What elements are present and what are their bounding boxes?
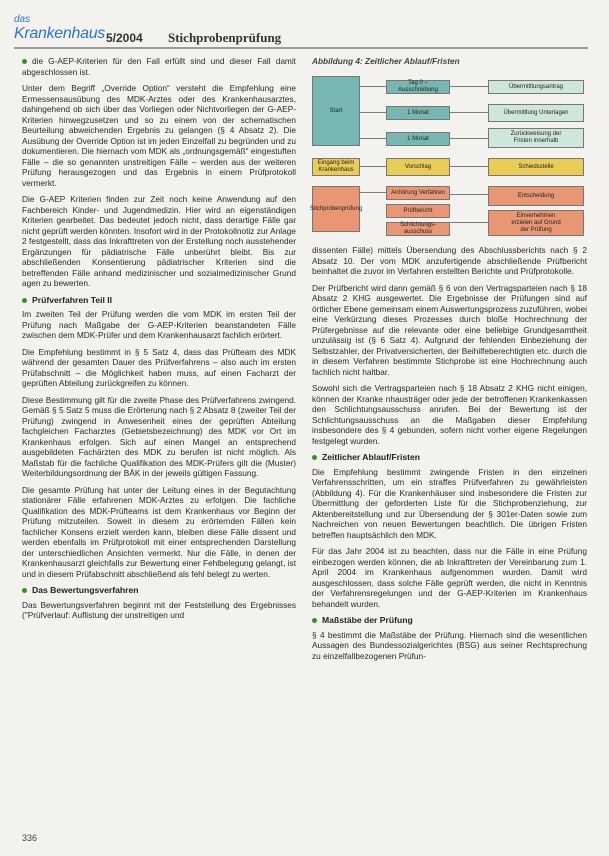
left-paragraph-6: Diese Bestimmung gilt für die zweite Phase des Prüfverfahrens zwingend. Gemäß § 5 Satz 5 muss die Erörterung nach § 2 Absatz 8 (zweiter Teil der Prüfung) zwingend in Anwesenheit eines der geprüften Abteilung fachgleichen Facharztes (Gebietsbezeichnung) des MDK vor Ort im Krankenhaus erfolgen. Sich auf einen Mangel an entsprechend ausgebildeten Fachärzten des MDK zu berufen ist nicht möglich. Als Maßstab für die fachliche Qualifikation des MDK-Prüfers gilt die (Muster) Weiterbildungsordnung der BÄK in der jeweils gültigen Fassung.	[22, 394, 296, 478]
figure-box: Eingang beim Krankenhaus	[312, 158, 360, 176]
figure-arrow	[450, 112, 488, 113]
right-paragraph-1: dissenten Fälle) mittels Übersendung des Abschlussberichts nach § 2 Absatz 10. Der vom MDK anzufertigende abschließende Prüfbericht beinhaltet die zuvor im Verfahren erstellten Berichte und Prüfprotokolle.	[312, 245, 587, 276]
left-paragraph-7: Die gesamte Prüfung hat unter der Leitung eines in der Begutachtung stationärer Fälle erfahrenen MDK-Arztes zu erfolgen. Die fachliche Qualifikation des MDK-Prüfteams ist dem Krankenhaus vor Beginn der Prüfung mitzuteilen. Soweit in diesem zu erörternden Fällen kein fachlicher Konsens erzielt werden kann, bleiben diese Fälle dissent und werden ebenfalls im Prüfprotokoll mit einer entsprechenden Darstellung der unterschiedlichen Ansichten vermerkt. Nur die Fälle, in denen der Krankenhausarzt gleichfalls zur Bewertung einer Fehlbelegung gelangt, ist und in diesem Prüfabschnitt abschließend als fehl belegt zu werten.	[22, 484, 296, 579]
right-paragraph-4: Die Empfehlung bestimmt zwingende Fristen in den einzelnen Verfahrensschritten, um ein straffes Prüfverfahren zu gewährleisten (Abbildung 4). Für die Krankenhäuser sind insbesondere die Fristen zur Übermittlung der geforderten Liste für die Stichprobenziehung, zur Aktenbereitstellung und zur Übersendung der § 301er-Daten sowie zum Nachreichen von neuen Bewertungen beachtlich. Die übrigen Fristen betreffen hauptsächlich den MDK.	[312, 466, 587, 540]
figure-box: Tag 0 – Ausschreibung	[386, 80, 450, 94]
figure-arrow	[360, 86, 386, 87]
left-paragraph-5: Die Empfehlung bestimmt in § 5 Satz 4, dass das Prüfteam des MDK während der gesamten Dauer des Prüfverfahrens – also auch im ersten Prüfabschnitt – die Möglichkeit haben muss, auf einen Facharzt der geprüften Abteilung zurückgreifen zu können.	[22, 346, 296, 388]
figure-arrow	[360, 112, 386, 113]
right-column	[312, 245, 587, 667]
figure-arrow	[450, 138, 488, 139]
figure-box: Übermittlung Unterlagen	[488, 104, 584, 122]
right-paragraph-3: Sowohl sich die Vertragsparteien nach § 18 Absatz 2 KHG nicht einigen, können der Kranke nhausträger oder jede der betroffenen Krankenkassen den Schlichtungsausschuss anrufen. Bei der Bewertung ist der Schlichtungsausschuss an die Maßgaben dieser Empfehlung insbesondere des § 4 gebunden, sofern nicht vorher eigene Regelungen festgelegt wurden.	[312, 383, 587, 446]
section-title: Stichprobenprüfung	[168, 30, 282, 45]
right-paragraph-5: Für das Jahr 2004 ist zu beachten, dass nur die Fälle in eine Prüfung einbezogen werden können, die ab Inkrafttreten der Vereinbarung zum 1. April 2004 im Krankenhaus aufgenommen wurden. Damit wird ausgeschlossen, dass solche Fälle geprüft werden, die nicht in Kenntnis der Verfahrensregelungen und der G-AEP-Kriterien im Krankenhaus behandelt wurden.	[312, 546, 587, 609]
figure-arrow	[360, 192, 386, 193]
figure-box: Übermittlungsantrag	[488, 80, 584, 94]
left-paragraph-2: Unter dem Begriff „Override Option“ versteht die Empfehlung eine Ermessensausübung des MDK-Arztes oder des Krankenhausarztes, dahingehend ob sich über das Vorliegen oder Nichtvorliegen der G-AEP-Kriterien hinwegzusetzen und so zu einem von der schematischen Beurteilung abweichenden Ergebnis zu gelangen (§ 4 Absatz 2). Die Ausübung der Override Option ist im jeden Einzelfall zu begründen und zu dokumentieren. Die hiernach vom MDK als „ordnungsgemäß“ eingestuften Fälle – die so genannten unstreitigen Fälle – werden aus der weiteren Prüfung herausgezogen und das Ergebnis in einem Prüfprotokoll vermerkt.	[22, 83, 296, 188]
page-number: 336	[22, 833, 38, 843]
figure-arrow	[450, 222, 488, 223]
figure-box: Start	[312, 76, 360, 146]
figure-box: Stichprobenprüfung	[312, 186, 360, 232]
left-paragraph-3: Die G-AEP Kriterien finden zur Zeit noch keine Anwendung auf den Fachbereich Kinder- und Jugendmedizin. Hier wird an eigenständigen Kriterien gearbeitet. Das bedeutet jedoch nicht, dass derartige Fälle gar nicht geprüft werden könnten. Insofort wird in der Protokollnotiz zur Anlage 2 festgestellt, dass das Inkrafttreten von der Erstellung noch ausstehender Ergänzungen für pädiatrische Fälle unberührt bleibt. Bis zur abschließenden Konsentierung pädiatrischer Kriterien sind die betreffenden Fälle anhand medizinischer und sozialmedizinischer Grund agen zu bewerten.	[22, 194, 296, 288]
figure-box: Einvernehmen erzielen auf Grund der Prüfung	[488, 210, 584, 236]
left-heading-2: Das Bewertungsverfahren	[22, 585, 296, 596]
logo-main: Krankenhaus	[14, 25, 105, 42]
figure-arrow	[360, 166, 386, 167]
figure-arrow	[450, 86, 488, 87]
bullet-icon	[22, 588, 27, 593]
figure-arrow	[450, 166, 488, 167]
left-column	[22, 56, 296, 627]
figure-box: Entscheidung	[488, 186, 584, 206]
figure-box: Prüfbericht	[386, 204, 450, 218]
logo-top: das	[14, 14, 31, 25]
figure-box: Anhörung Verfahren	[386, 186, 450, 200]
right-heading-1: Zeitlicher Ablauf/Fristen	[312, 452, 587, 463]
left-paragraph-8: Das Bewertungsverfahren beginnt mit der Feststellung des Ergebnisses ("Prüfverlauf: Auflistung der unstreitigen und	[22, 599, 296, 620]
bullet-icon	[22, 298, 27, 303]
figure-box: 1 Monat	[386, 106, 450, 120]
left-heading-1: Prüfverfahren Teil II	[22, 295, 296, 306]
bullet-icon	[312, 455, 317, 460]
figure-box: Schiedsstelle	[488, 158, 584, 176]
figure-arrow	[450, 194, 488, 195]
bullet-icon	[312, 618, 317, 623]
left-paragraph-4: Im zweiten Teil der Prüfung werden die vom MDK im ersten Teil der Prüfung nach Maßgabe der G-AEP-Kriterien beanstandeten Fälle zwischen dem MDK-Prüfer und dem Krankenhausarzt fachlich erörtert.	[22, 309, 296, 340]
figure-title: Abbildung 4: Zeitlicher Ablauf/Fristen	[312, 56, 460, 66]
figure-box: Zurückweisung der Fristen innerhalb	[488, 128, 584, 148]
header-divider	[14, 47, 588, 49]
figure-box: 1 Monat	[386, 132, 450, 146]
figure-box: Vorschlag	[386, 158, 450, 176]
right-paragraph-2: Der Prüfbericht wird dann gemäß § 6 von den Vertragsparteien nach § 18 Absatz 2 KHG ausgewertet. Die Ergebnisse der Prüfungen sind auf örtlicher Ebene gemeinsam einem Auswertungsprozess zuzuführen, wobei eine Verkürzung dieses Prozesses durch bloße Hochrechnung der Prüfergebnisse auf die relevante oder eine beliebige Grundgesamtheit unzulässig ist (§ 6 Satz 4). Aufgrund der fehlenden Einbeziehung der Selbstzahler, der Privatversicherten, der Beihilfeberechtigten etc. durch die in diesem Verfahren bestimmte Stichprobe ist eine Hochrechnung auch fachlich nicht haltbar.	[312, 282, 587, 377]
right-heading-2: Maßstäbe der Prüfung	[312, 615, 587, 626]
bullet-icon	[22, 59, 27, 64]
timeline-figure	[309, 56, 587, 240]
figure-arrow	[360, 138, 386, 139]
figure-box: Schlichtungs- ausschuss	[386, 222, 450, 236]
right-paragraph-6: § 4 bestimmt die Maßstäbe der Prüfung. Hiernach sind die wesentlichen Aussagen des Bundessozialgerichtes (BSG) aus seiner Rechtsprechung zu einzelfallbezogenen Prüfun-	[312, 629, 587, 661]
left-paragraph-1: die G-AEP-Kriterien für den Fall erfüllt sind und dieser Fall damit abgeschlossen ist.	[22, 56, 296, 77]
issue-number: 5/2004	[106, 31, 143, 45]
